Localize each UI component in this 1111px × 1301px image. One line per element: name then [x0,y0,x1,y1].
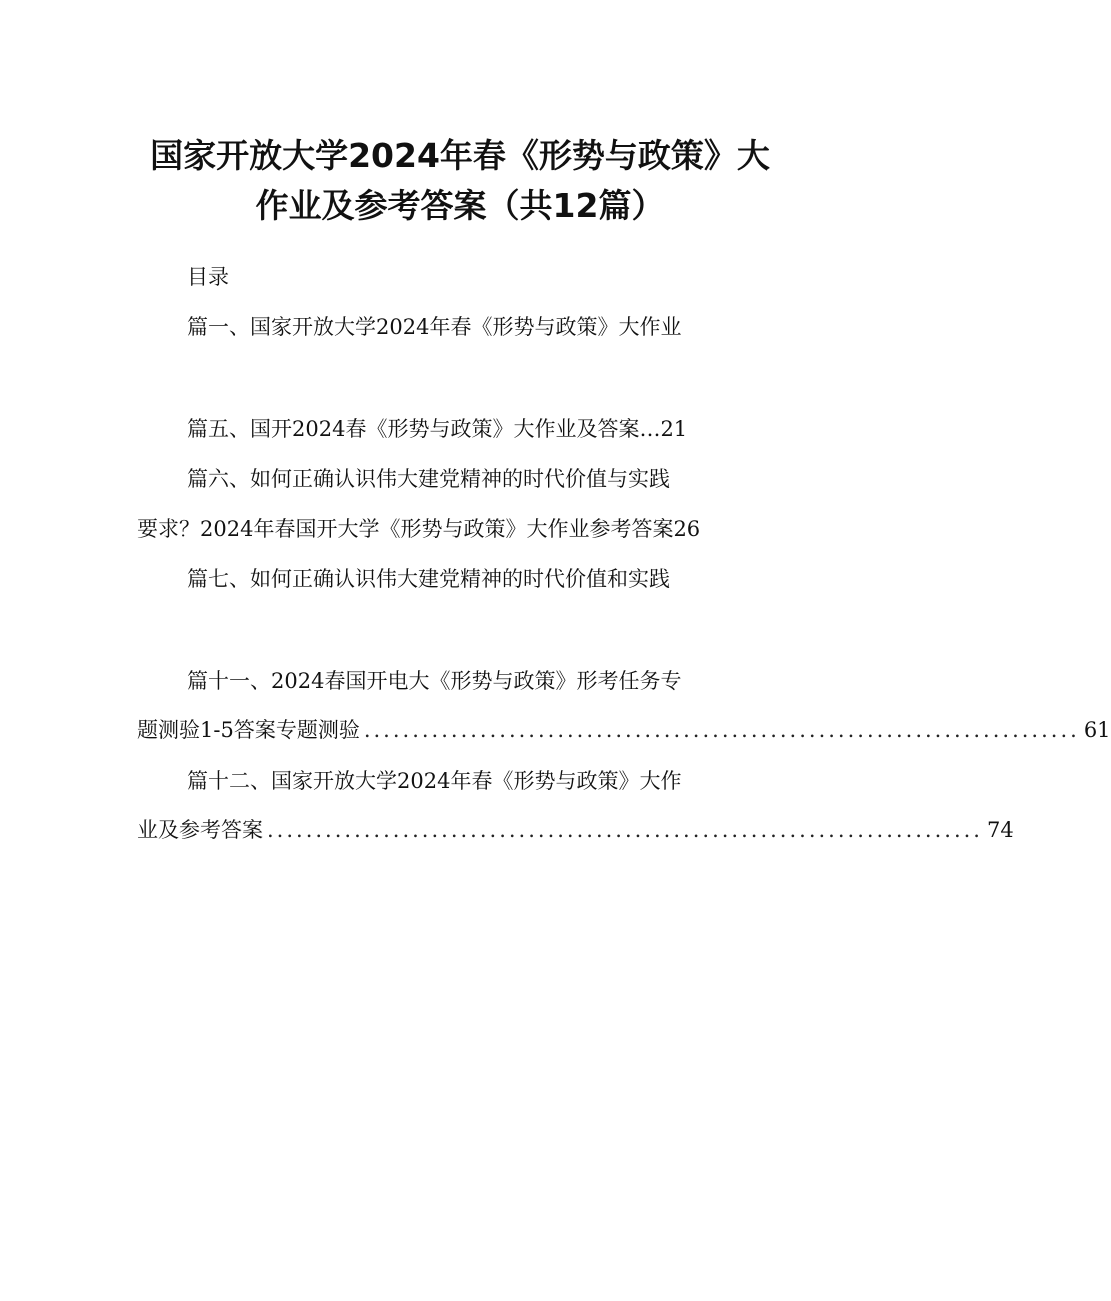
dot-leader: .......................................................................... [267,818,983,842]
toc-entry-3-line-2[interactable]: 要求？2024年春国开大学《形势与政策》大作业参考答案26 [137,517,701,541]
toc-entry-4[interactable]: 篇七、如何正确认识伟大建党精神的时代价值和实践 [187,567,670,591]
document-title-line-2: 作业及参考答案（共12篇） [255,186,665,225]
toc-entry-6-line-2[interactable] [137,815,1014,845]
toc-entry-6-text: 业及参考答案 [137,818,263,842]
toc-entry-1[interactable]: 篇一、国家开放大学2024年春《形势与政策》大作业 [187,315,682,339]
toc-entry-5-line-2[interactable] [137,715,1111,745]
toc-entry-6-line-1[interactable]: 篇十二、国家开放大学2024年春《形势与政策》大作 [187,769,682,793]
toc-heading: 目录 [187,265,229,289]
toc-entry-3-line-1[interactable]: 篇六、如何正确认识伟大建党精神的时代价值与实践 [187,467,670,491]
toc-entry-5-text: 题测验1-5答案专题测验 [137,718,360,742]
document-title-line-1: 国家开放大学2024年春《形势与政策》大 [150,136,770,175]
toc-entry-6-page-number: 74 [986,818,1014,842]
toc-entry-5-line-1[interactable]: 篇十一、2024春国开电大《形势与政策》形考任务专 [187,669,682,693]
dot-leader: .......................................................................... [363,718,1080,742]
toc-entry-2[interactable]: 篇五、国开2024春《形势与政策》大作业及答案…21 [187,417,688,441]
toc-entry-5-page-number: 61 [1083,718,1111,742]
